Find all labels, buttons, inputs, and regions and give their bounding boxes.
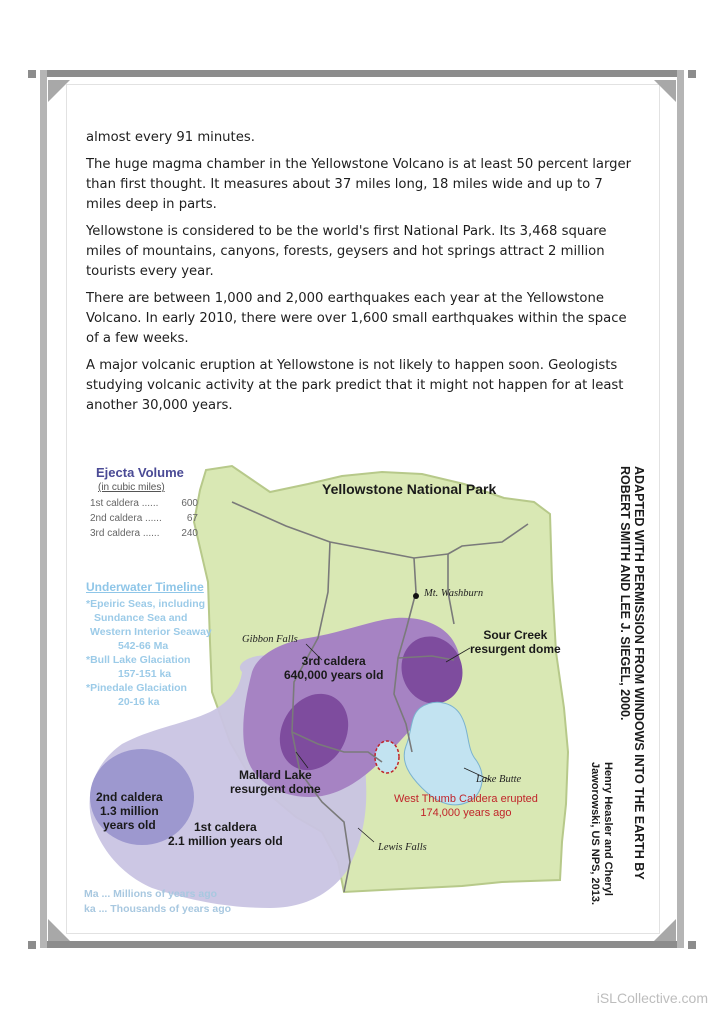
paragraph: almost every 91 minutes. — [86, 130, 255, 145]
frame-corner-square — [28, 941, 36, 949]
frame-corner-square — [28, 70, 36, 78]
ejecta-row — [90, 528, 198, 539]
label-line: 2.1 million years old — [168, 834, 283, 848]
west-thumb-label — [394, 792, 538, 820]
paragraph: There are between 1,000 and 2,000 earthquakes each year at the Yellowstone Volcano. In early 2010, there were over 1,600 small earthquakes within the space of a few weeks. — [86, 291, 627, 346]
credit-line: Jaworowski, US NPS, 2013. — [589, 762, 601, 906]
timeline-line: 542-66 Ma — [118, 640, 169, 652]
ejecta-value: 67 — [186, 513, 198, 524]
paragraph: The huge magma chamber in the Yellowstone Volcano is at least 50 percent larger than first thought. It measures about 37 miles long, 18 miles wide and up to 7 miles deep in parts. — [86, 157, 632, 212]
watermark: iSLCollective.com — [596, 990, 708, 1006]
timeline-line: Western Interior Seaway — [90, 626, 212, 638]
label-line: 3rd caldera — [301, 654, 366, 668]
timeline-line: *Bull Lake Glaciation — [86, 654, 191, 666]
credit-line: Henry Heasler and Cheryl — [602, 762, 614, 896]
label-line: 2nd caldera — [96, 790, 163, 804]
timeline-line: Sundance Sea and — [94, 612, 188, 624]
timeline-line: *Pinedale Glaciation — [86, 682, 187, 694]
place-mt-washburn: Mt. Washburn — [424, 588, 484, 599]
ejecta-dots: ...... — [141, 498, 159, 509]
ejecta-dots: ...... — [142, 528, 160, 539]
ejecta-row — [90, 513, 198, 524]
ejecta-label: 3rd caldera — [90, 528, 141, 539]
frame-corner-triangle — [654, 80, 676, 102]
frame-corner-triangle — [48, 80, 70, 102]
label-line: 174,000 years ago — [420, 807, 512, 819]
place-gibbon-falls: Gibbon Falls — [242, 634, 298, 645]
ejecta-title: Ejecta Volume — [96, 465, 184, 480]
credit-line: ADAPTED WITH PERMISSION FROM WINDOWS INTO THE EARTH BY — [632, 466, 646, 880]
frame-top-bar — [40, 70, 684, 77]
label-line: 640,000 years old — [284, 668, 384, 682]
timeline-line: 157-151 ka — [118, 668, 172, 680]
ejecta-value: 600 — [181, 498, 198, 509]
ejecta-value: 240 — [181, 528, 198, 539]
label-line: 1.3 million — [100, 804, 159, 818]
paragraph: A major volcanic eruption at Yellowstone is not likely to happen soon. Geologists studying volcanic activity at the park predict that it might not happen for at least another 30,000 years. — [86, 358, 624, 413]
frame-left-bar — [40, 70, 47, 948]
mt-washburn-marker — [413, 593, 419, 599]
second-caldera-label — [96, 790, 163, 832]
ejecta-subtitle: (in cubic miles) — [98, 482, 165, 493]
third-caldera-label — [284, 654, 383, 682]
frame-corner-square — [688, 70, 696, 78]
timeline-line: 20-16 ka — [118, 696, 160, 708]
ejecta-label: 1st caldera — [90, 498, 139, 509]
label-line: Sour Creek — [483, 628, 548, 642]
label-line: Mallard Lake — [238, 768, 312, 782]
label-line: years old — [103, 818, 156, 832]
ejecta-label: 2nd caldera — [90, 513, 143, 524]
first-caldera-label — [168, 820, 283, 848]
frame-corner-triangle — [654, 919, 676, 941]
yellowstone-map — [82, 462, 646, 920]
credit-line: ROBERT SMITH AND LEE J. SIEGEL, 2000. — [618, 466, 632, 721]
frame-corner-square — [688, 941, 696, 949]
article-text — [86, 128, 642, 423]
frame-right-bar — [677, 70, 684, 948]
label-line: resurgent dome — [230, 782, 321, 796]
label-line: 1st caldera — [194, 820, 257, 834]
label-line: West Thumb Caldera erupted — [394, 793, 538, 805]
frame-corner-triangle — [48, 919, 70, 941]
mallard-lake-label — [230, 768, 321, 796]
west-thumb-caldera — [375, 741, 399, 773]
frame-bottom-bar — [40, 941, 684, 948]
paragraph: Yellowstone is considered to be the world's first National Park. Its 3,468 square miles of mountains, canyons, forests, geysers and hot springs attract 2 million tourists every year. — [86, 224, 607, 279]
timeline-line: *Epeiric Seas, including — [86, 598, 206, 610]
legend-ka: ka ... Thousands of years ago — [84, 903, 232, 915]
label-line: resurgent dome — [470, 642, 561, 656]
ejecta-dots: ...... — [145, 513, 162, 524]
map-title: Yellowstone National Park — [322, 481, 497, 497]
credit-adapted — [618, 466, 646, 880]
ejecta-row — [90, 498, 198, 509]
place-lewis-falls: Lewis Falls — [378, 842, 427, 853]
timeline-title: Underwater Timeline — [86, 580, 204, 594]
credit-authors — [588, 762, 614, 905]
sour-creek-label — [470, 628, 561, 656]
place-lake-butte: Lake Butte — [476, 774, 522, 785]
legend-ma: Ma ... Millions of years ago — [84, 888, 218, 900]
